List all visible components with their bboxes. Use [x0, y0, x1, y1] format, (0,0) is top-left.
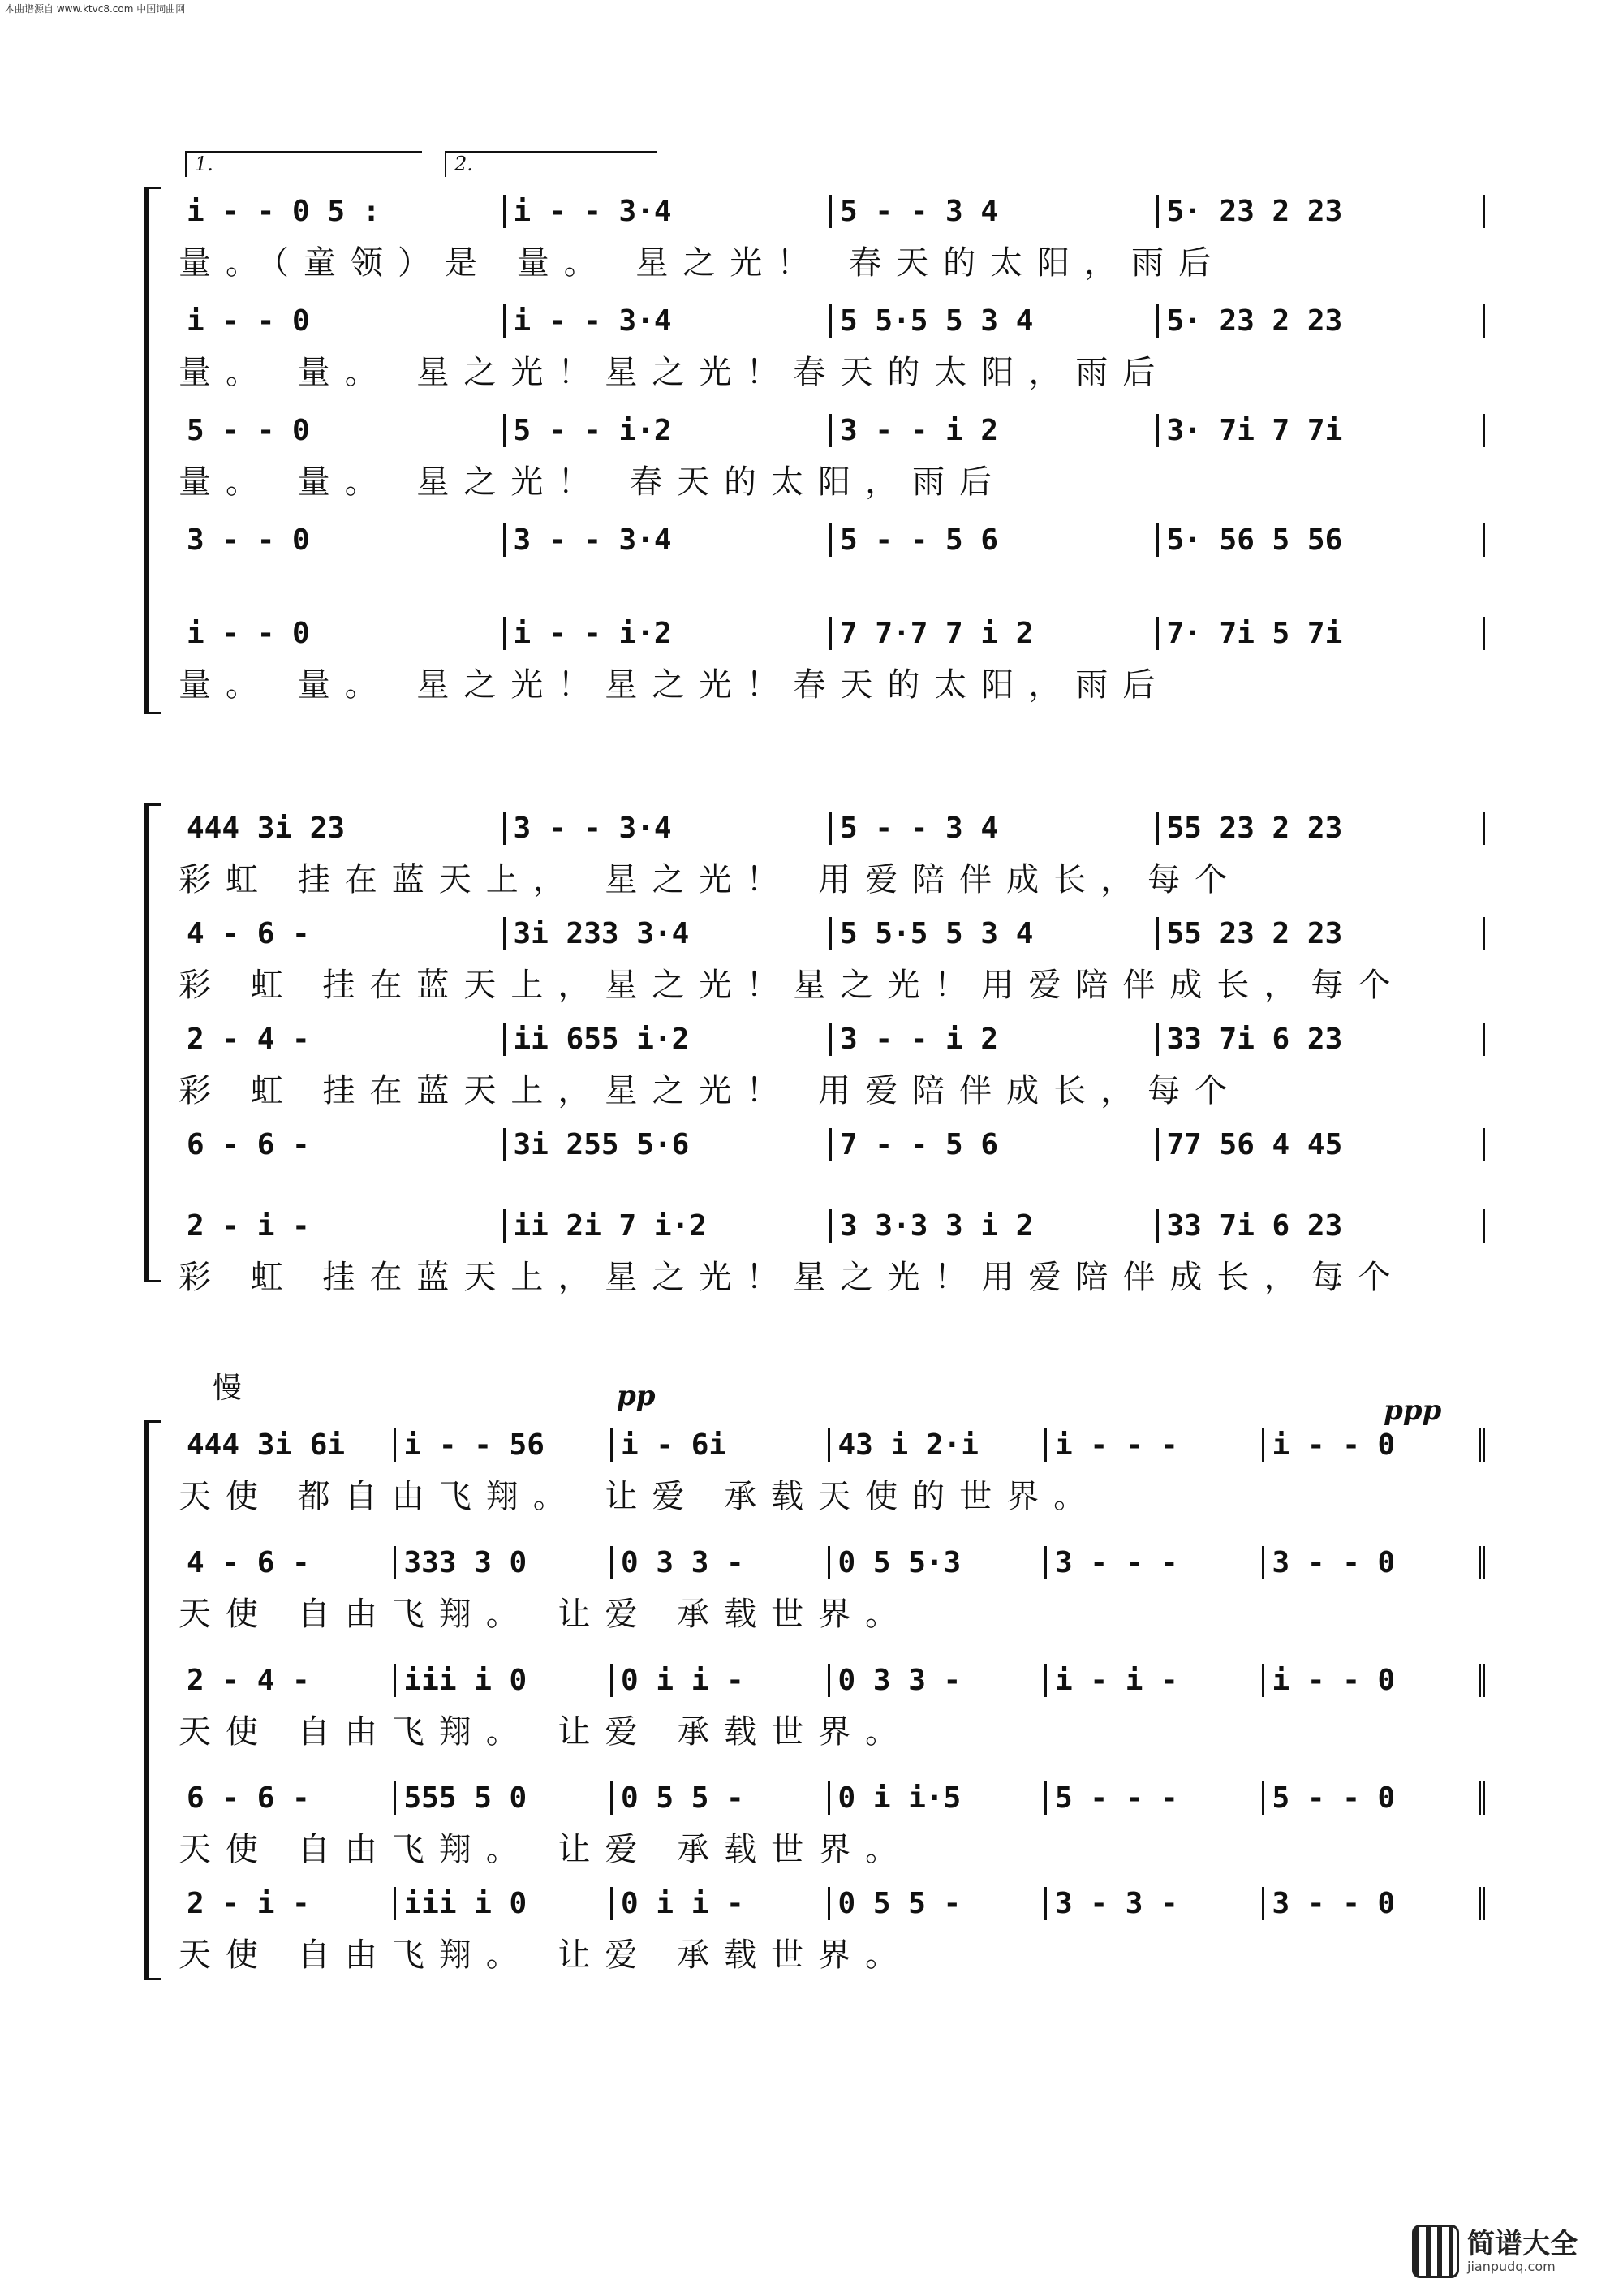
measure: 5 - - - [1047, 1781, 1264, 1815]
measure: 3 - - i 2 [832, 414, 1159, 447]
measure: 3 - - 3·4 [506, 523, 833, 557]
measure: 3· 7i 7 7i [1159, 414, 1486, 447]
measure: 333 3 0 [396, 1546, 613, 1579]
measure: 2 - i - [179, 1209, 506, 1243]
source-note: 本曲谱源自 www.ktvc8.com 中国词曲网 [5, 3, 186, 15]
lyric-line: 天使 都自由飞翔。 让爱 承载天使的世界。 [179, 1478, 1101, 1515]
measure: ii 655 i·2 [506, 1023, 833, 1056]
lyric-line: 量。（童领）是 量。 星之光！ 春天的太阳，雨后 [179, 244, 1226, 282]
measure: 0 5 5 - [613, 1781, 830, 1815]
system-3 [154, 1420, 1485, 1980]
measure: 5· 56 5 56 [1159, 523, 1486, 557]
measure: iii i 0 [396, 1664, 613, 1697]
measure: 77 56 4 45 [1159, 1128, 1486, 1161]
measure: 2 - 4 - [179, 1664, 396, 1697]
lyric-line: 量。 量。 星之光！ 春天的太阳，雨后 [179, 463, 1007, 501]
lyric-line: 量。 量。 星之光！星之光！春天的太阳，雨后 [179, 666, 1170, 704]
voice-line [179, 515, 1485, 564]
voice-line [179, 1773, 1485, 1868]
voice-line [179, 1420, 1485, 1515]
measure: i - - 0 5 : [179, 195, 506, 228]
lyric-line: 彩 虹 挂在蓝天上，星之光！星之光！用爱陪伴成长，每个 [179, 1259, 1406, 1296]
measure: 5 - - 3 4 [832, 812, 1159, 845]
measure: 33 7i 6 23 [1159, 1023, 1486, 1056]
logo-title: 简谱大全 [1467, 2227, 1578, 2260]
voice-line [179, 609, 1485, 704]
measure: 5 5·5 5 3 4 [832, 304, 1159, 338]
measure: 3 - - 0 [179, 523, 506, 557]
measure: i - - i·2 [506, 617, 833, 650]
measure: 5 - - 0 [1264, 1781, 1486, 1815]
measure: 5· 23 2 23 [1159, 195, 1486, 228]
measure: 5 - - i·2 [506, 414, 833, 447]
measure: i - - 0 [179, 617, 506, 650]
site-logo [1412, 2215, 1599, 2288]
measure: i - - 3·4 [506, 195, 833, 228]
measure: 5· 23 2 23 [1159, 304, 1486, 338]
system-1 [154, 187, 1485, 714]
measure: 5 5·5 5 3 4 [832, 917, 1159, 950]
lyric-line: 天使 自由飞翔。 让爱 承载世界。 [179, 1936, 913, 1974]
voice-line [179, 1538, 1485, 1633]
measure: 55 23 2 23 [1159, 917, 1486, 950]
measure: 0 5 5·3 [830, 1546, 1048, 1579]
measure: 2 - i - [179, 1887, 396, 1920]
measure: 33 7i 6 23 [1159, 1209, 1486, 1243]
system-brace [144, 1420, 161, 1980]
measure: i - - 0 [179, 304, 506, 338]
measure: 5 - - 3 4 [832, 195, 1159, 228]
voice-line [179, 803, 1485, 898]
measure: 6 - 6 - [179, 1781, 396, 1815]
measure: i - - 0 [1264, 1428, 1486, 1462]
voice-line [179, 1120, 1485, 1169]
voice-line [179, 1201, 1485, 1296]
measure: 7 7·7 7 i 2 [832, 617, 1159, 650]
volta-1: 1. [185, 151, 422, 177]
measure: 4 - 6 - [179, 1546, 396, 1579]
dynamic-ppp: ppp [1384, 1394, 1442, 1427]
measure: 0 3 3 - [830, 1664, 1048, 1697]
tempo-marking: 慢 [213, 1372, 243, 1405]
logo-url: jianpudq.com [1467, 2258, 1556, 2274]
measure: 555 5 0 [396, 1781, 613, 1815]
measure: i - - - [1047, 1428, 1264, 1462]
voice-line [179, 296, 1485, 391]
measure: 3 - - i 2 [832, 1023, 1159, 1056]
measure: 3i 233 3·4 [506, 917, 833, 950]
lyric-line: 彩 虹 挂在蓝天上，星之光！星之光！用爱陪伴成长，每个 [179, 967, 1406, 1004]
measure: 444 3i 6i [179, 1428, 396, 1462]
measure: 3 - 3 - [1047, 1887, 1264, 1920]
measure: iii i 0 [396, 1887, 613, 1920]
voice-line [179, 1656, 1485, 1751]
measure: 55 23 2 23 [1159, 812, 1486, 845]
measure: 43 i 2·i [830, 1428, 1048, 1462]
measure: i - - 0 [1264, 1664, 1486, 1697]
measure: i - - 3·4 [506, 304, 833, 338]
voice-line [179, 1879, 1485, 1974]
measure: 3 - - - [1047, 1546, 1264, 1579]
lyric-line: 彩虹 挂在蓝天上， 星之光！ 用爱陪伴成长，每个 [179, 861, 1242, 898]
measure: 2 - 4 - [179, 1023, 506, 1056]
measure: 5 - - 0 [179, 414, 506, 447]
lyric-line: 天使 自由飞翔。 让爱 承载世界。 [179, 1831, 913, 1868]
lyric-line: 量。 量。 星之光！星之光！春天的太阳，雨后 [179, 354, 1170, 391]
measure: 0 i i·5 [830, 1781, 1048, 1815]
measure: 3i 255 5·6 [506, 1128, 833, 1161]
measure: 5 - - 5 6 [832, 523, 1159, 557]
measure: 0 5 5 - [830, 1887, 1048, 1920]
piano-keys-icon [1412, 2225, 1459, 2278]
measure: ii 2i 7 i·2 [506, 1209, 833, 1243]
lyric-line: 天使 自由飞翔。 让爱 承载世界。 [179, 1713, 913, 1751]
measure: 6 - 6 - [179, 1128, 506, 1161]
measure: 3 - - 0 [1264, 1887, 1486, 1920]
volta-2: 2. [445, 151, 657, 177]
system-brace [144, 187, 161, 714]
measure: i - - 56 [396, 1428, 613, 1462]
volta-brackets [185, 151, 672, 183]
measure: i - 6i [613, 1428, 830, 1462]
measure: i - i - [1047, 1664, 1264, 1697]
lyric-line: 天使 自由飞翔。 让爱 承载世界。 [179, 1596, 913, 1633]
system-brace [144, 803, 161, 1282]
voice-line [179, 187, 1485, 282]
system-2 [154, 803, 1485, 1296]
measure: 0 i i - [613, 1887, 830, 1920]
voice-line [179, 909, 1485, 1004]
measure: 7 - - 5 6 [832, 1128, 1159, 1161]
measure: 4 - 6 - [179, 917, 506, 950]
voice-line [179, 406, 1485, 501]
voice-line [179, 1014, 1485, 1109]
lyric-line: 彩 虹 挂在蓝天上，星之光！ 用爱陪伴成长，每个 [179, 1072, 1242, 1109]
measure: 3 - - 3·4 [506, 812, 833, 845]
dynamic-pp: pp [617, 1380, 656, 1412]
measure: 3 3·3 3 i 2 [832, 1209, 1159, 1243]
measure: 0 3 3 - [613, 1546, 830, 1579]
measure: 0 i i - [613, 1664, 830, 1697]
measure: 444 3i 23 [179, 812, 506, 845]
measure: 7· 7i 5 7i [1159, 617, 1486, 650]
measure: 3 - - 0 [1264, 1546, 1486, 1579]
